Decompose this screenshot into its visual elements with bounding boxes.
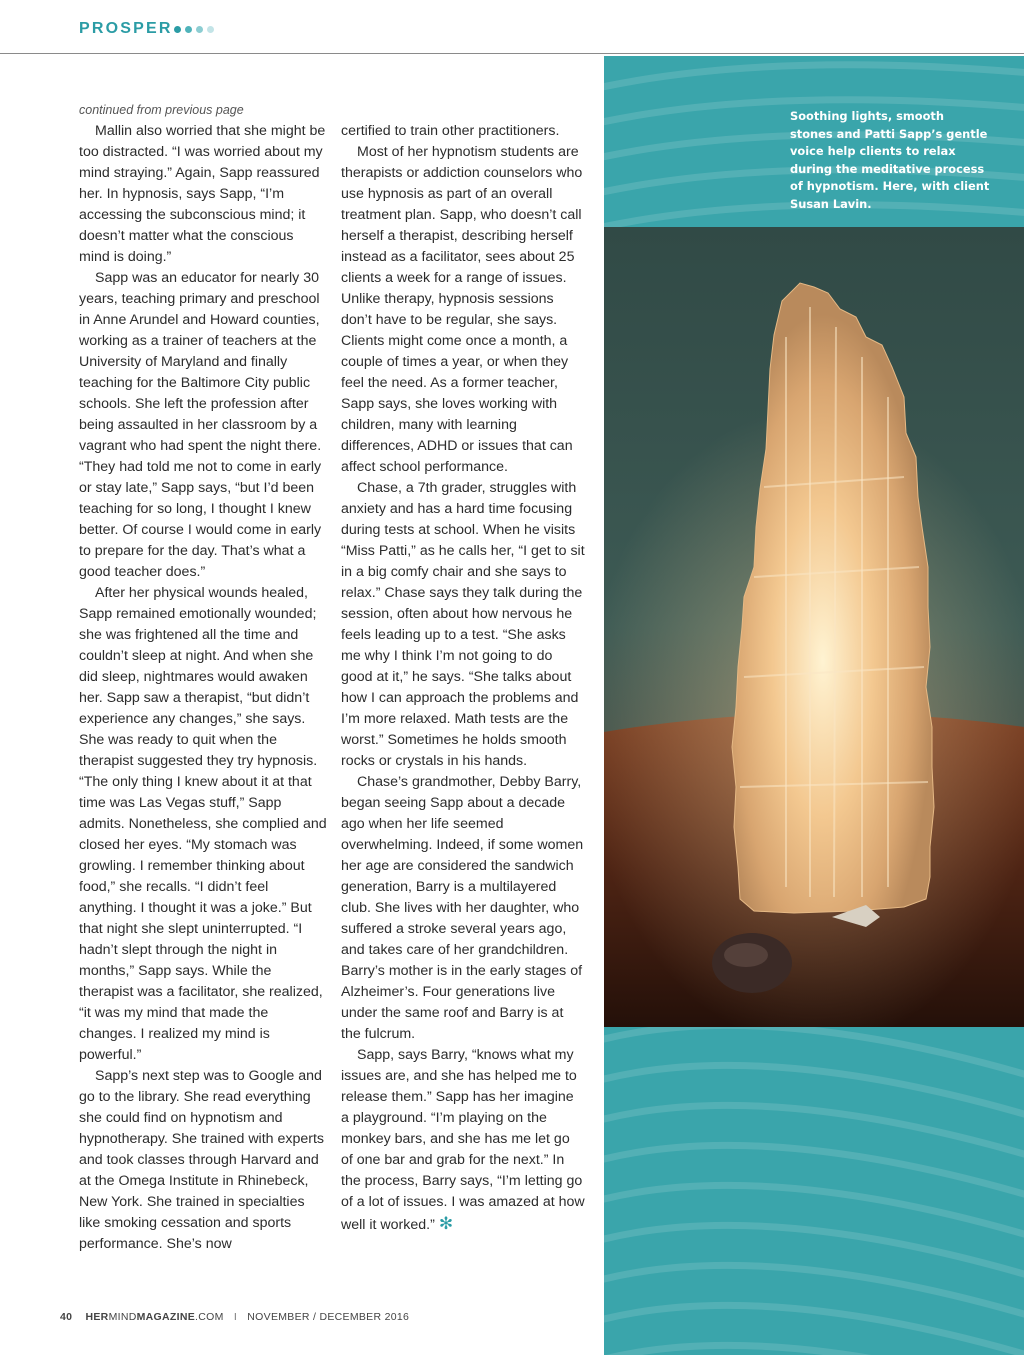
- section-title: PROSPER: [79, 20, 173, 37]
- photo-caption: Soothing lights, smooth stones and Patti Sapp’s gentle voice help clients to relax during the meditative process of hypnotism. Here, with client Susan Lavin.: [790, 109, 990, 211]
- section-dot: [185, 26, 192, 33]
- section-dot: [207, 26, 214, 33]
- article-paragraph: Sapp’s next step was to Google and go to the library. She read everything she could find on hypnotism and hypnotherapy. She trained with experts and took classes through Harvard and at the Omega Institute in Rhinebeck, New York. She trained in specialties like smoking cessation and sports performance. She’s now: [79, 1068, 325, 1252]
- salt-lamp-photo: [604, 227, 1024, 1027]
- publication-name-part: MAGAZINE: [136, 1311, 196, 1323]
- publication-name-part: .COM: [195, 1311, 224, 1323]
- section-dot: [174, 26, 181, 33]
- article-paragraph: Most of her hypnotism students are therapists or addiction counselors who use hypnosis as part of an overall treatment plan. Sapp, who doesn’t call herself a therapist, describing herself instead as a facilitator, sees about 25 clients a week for a range of issues. Unlike therapy, hypnosis sessions don’t have to be regular, she says. Clients might come once a month, a couple of times a year, or when they feel the need. As a former teacher, Sapp says, she loves working with children, many with learning differences, ADHD or issues that can affect school performance.: [341, 144, 583, 475]
- article-column-left: [79, 100, 327, 1255]
- article-paragraph: certified to train other practitioners.: [341, 123, 560, 139]
- end-mark-icon: ✻: [438, 1214, 454, 1233]
- issue-date: NOVEMBER / DECEMBER 2016: [247, 1311, 410, 1323]
- article-paragraph: Mallin also worried that she might be too distracted. “I was worried about my mind straying.” Again, Sapp reassured her. In hypnosis, says Sapp, “I’m accessing the subconscious mind; it doesn’t matter what the conscious mind is doing.”: [79, 123, 326, 265]
- article-paragraph: Chase’s grandmother, Debby Barry, began seeing Sapp about a decade ago when her life seemed overwhelming. Indeed, if some women her age are considered the sandwich generation, Barry is a multilayered club. She lives with her daughter, who suffered a stroke several years ago, and takes care of her grandchildren. Barry’s mother is in the early stages of Alzheimer’s. Four generations live under the same roof and Barry is at the fulcrum.: [341, 774, 584, 1042]
- salt-lamp-image: [604, 227, 1024, 1027]
- page-number: 40: [60, 1311, 73, 1323]
- section-dots: [174, 26, 214, 33]
- publication-name-part: MIND: [108, 1311, 137, 1323]
- publication-name-part: HER: [85, 1311, 109, 1323]
- article-paragraph-text: Sapp, says Barry, “knows what my issues are, and she has helped me to release them.” Sapp has her imagine a playground. “I’m playing on the monkey bars, and she has me let go of one bar and grab for the next.” In the process, Barry says, “I’m letting go of a lot of issues. I was amazed at how well it worked.”: [341, 1047, 585, 1233]
- page-footer: [60, 1311, 409, 1323]
- page-header: [0, 0, 1024, 54]
- article-paragraph: Sapp was an educator for nearly 30 years, teaching primary and preschool in Anne Arundel and Howard counties, working as a trainer of teachers at the University of Maryland and finally teaching for the Baltimore City public schools. She left the profession after being assaulted in her classroom by a vagrant who had spent the night there. “They had told me not to come in early or stay late,” Sapp says, “but I’d been teaching for so long, I thought I knew better. Of course I would come in early to prepare for the day. That’s what a good teacher does.”: [79, 270, 322, 580]
- article-column-right: [341, 121, 585, 1236]
- section-dot: [196, 26, 203, 33]
- article-paragraph: After her physical wounds healed, Sapp remained emotionally wounded; she was frightened all the time and couldn’t sleep at night. And when she did sleep, nightmares would awaken her. Sapp saw a therapist, “but didn’t experience any changes,” she says. She was ready to quit when the therapist suggested they try hypnosis. “The only thing I knew about it at that time was Las Vegas stuff,” Sapp admits. Nonetheless, she complied and closed her eyes. “My stomach was growling. I remember thinking about food,” she recalls. “I didn’t feel anything. I thought it was a joke.” But that night she slept uninterrupted. “I hadn’t slept through the night in months,” Sapp says. While the therapist was a facilitator, she realized, “it was my mind that made the changes. I realized my mind is powerful.”: [79, 585, 327, 1063]
- continued-note: continued from previous page: [79, 103, 244, 117]
- article-paragraph: Chase, a 7th grader, struggles with anxiety and has a hard time focusing during tests at school. When he visits “Miss Patti,” as he calls her, “I get to sit in a big comfy chair and she says to relax.” Chase says they talk during the session, often about how nervous he feels leading up to a test. “She asks me why I think I’m not going to do good at it,” he says. “She talks about how I can approach the problems and I’m more relaxed. Math tests are the worst.” Sometimes he holds smooth rocks or crystals in his hands.: [341, 480, 585, 769]
- footer-separator: I: [233, 1311, 238, 1323]
- article-paragraph-last: [341, 1045, 585, 1236]
